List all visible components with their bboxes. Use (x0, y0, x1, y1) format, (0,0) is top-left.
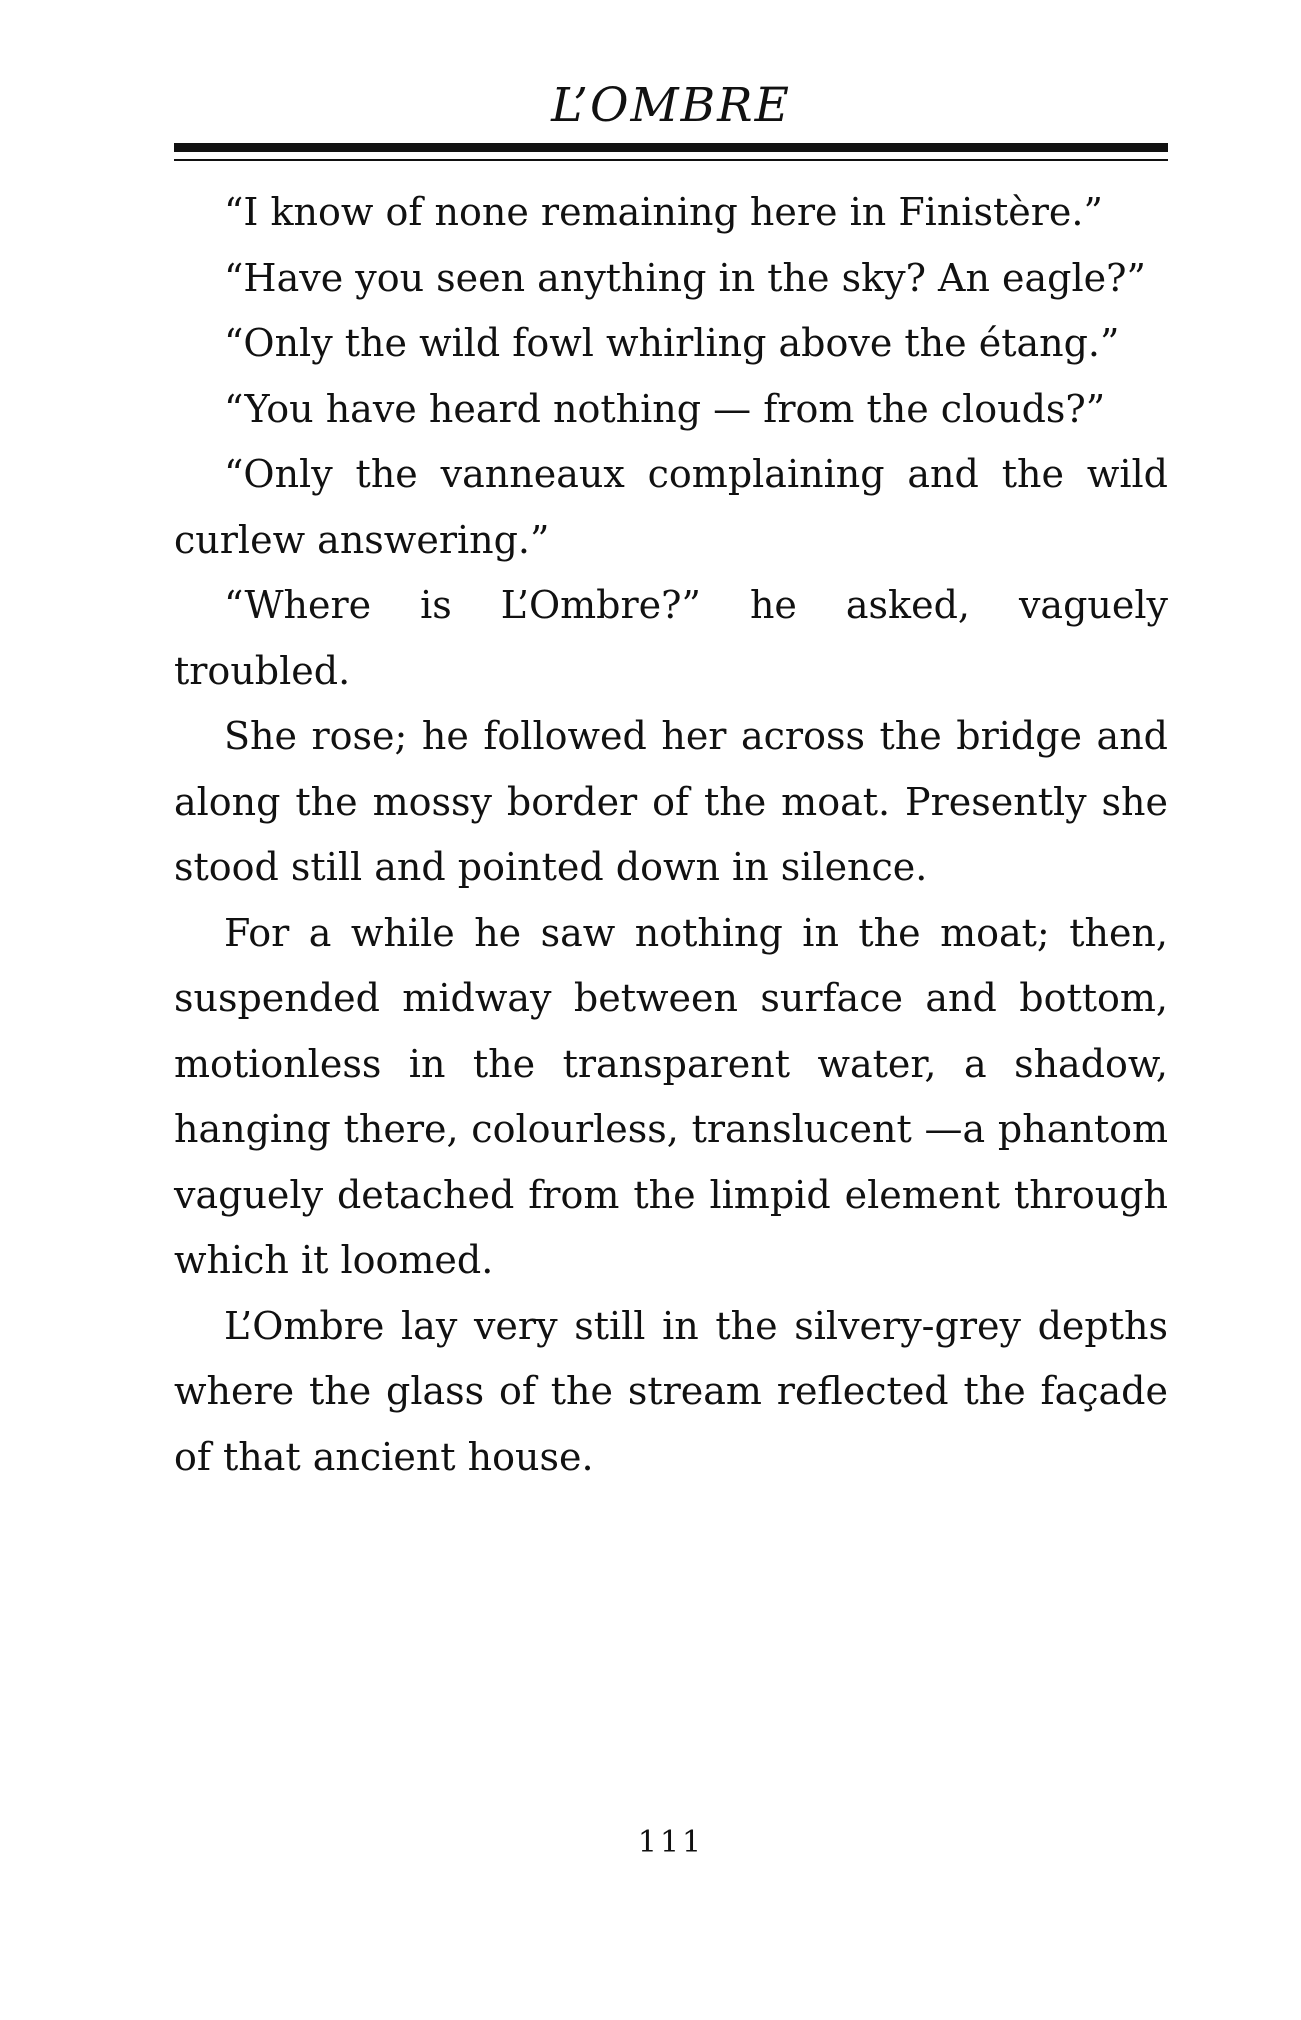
paragraph: “Where is L’Ombre?” he asked, vaguely troubled. (174, 583, 1168, 693)
header-rule-thick (174, 143, 1168, 152)
paragraph: “Only the wild fowl whirling above the étang.” (224, 321, 1120, 365)
paragraph: “Have you seen anything in the sky? An eagle?” (224, 255, 1146, 300)
paragraph: “Only the vanneaux complaining and the wild curlew answering.” (174, 452, 1168, 562)
paragraph: “I know of none remaining here in Finistère.” (224, 190, 1103, 234)
page-number: 111 (637, 1825, 705, 1860)
paragraph: For a while he saw nothing in the moat; then, suspended midway between surface and bottom, motionless in the transparent water, a shadow, hanging there, colourless, translucent —a phantom vaguely detached from the limpid element through which it loomed. (174, 910, 1168, 1282)
paragraph: She rose; he followed her across the bridge and along the mossy border of the moat. Presently she stood still and pointed down in silence. (174, 714, 1168, 889)
paragraph: L’Ombre lay very still in the silvery-grey depths where the glass of the stream reflected the façade of that ancient house. (174, 1303, 1168, 1479)
paragraph: “You have heard nothing — from the clouds?” (224, 386, 1106, 431)
header-rule-thin (174, 159, 1168, 161)
running-header: L’OMBRE (551, 78, 791, 133)
body-text (174, 180, 1168, 1490)
